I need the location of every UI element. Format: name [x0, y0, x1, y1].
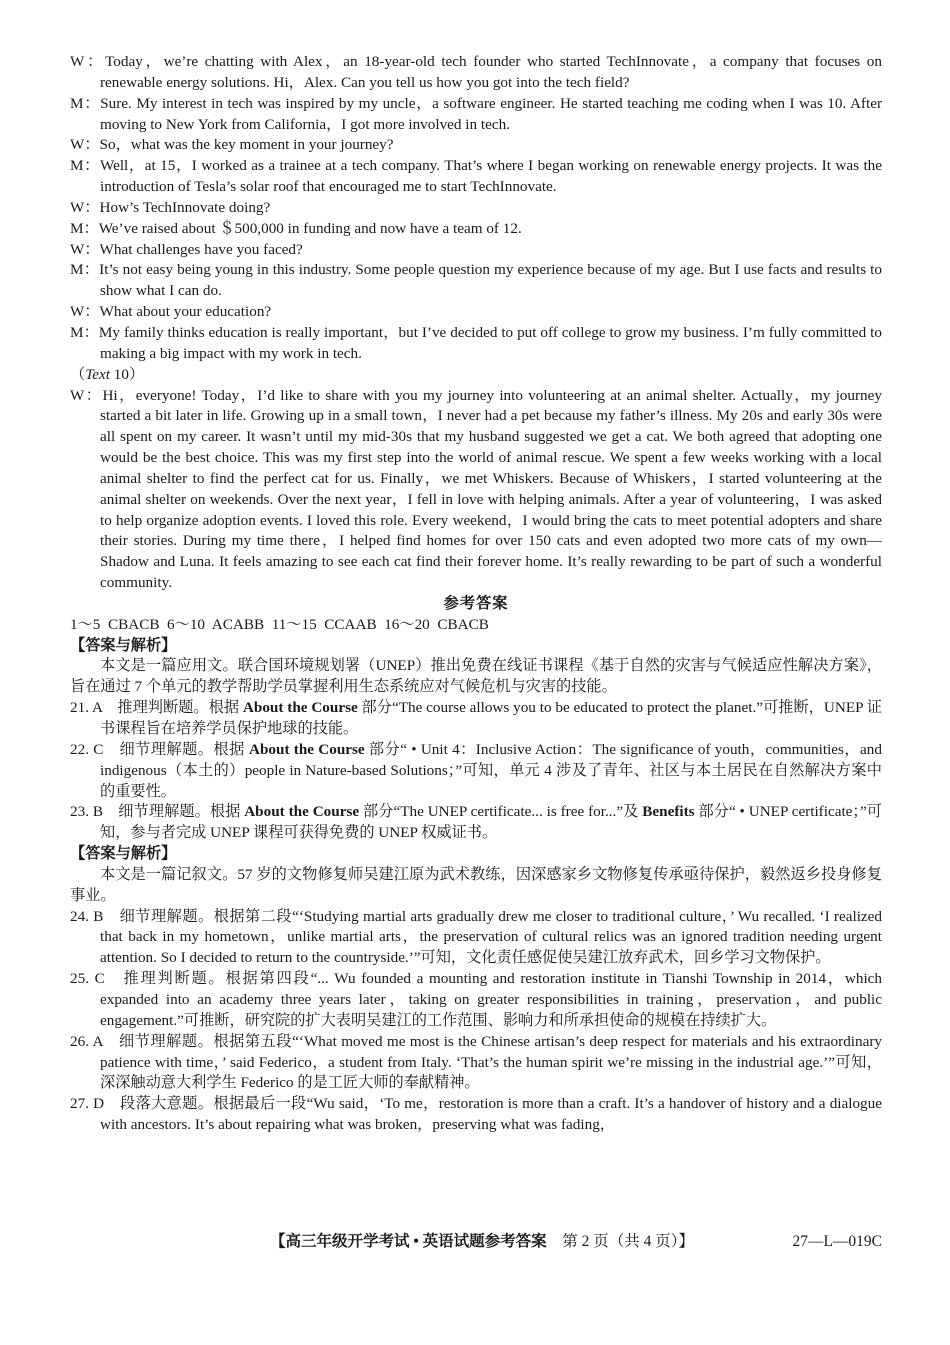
analysis-section-1: [70, 636, 882, 844]
answer-title: 参考答案: [443, 594, 509, 612]
text10-monologue: W：Hi，everyone! Today，I’d like to share with you my journey into volunteering at an animal shelter. Actually，my journey started a bit later in life. Growing up in a small town，I never had a pet because my father’s illness. My 20s and early 30s were all spent on my career. It wasn’t until my mid-30s that my husband suggested we get a cat. We both agreed that adopting one would be the best choice. This was my first step into the world of animal rescue. We spent a few weeks working with a local animal shelter to find the perfect cat for us. Finally，we met Whiskers. Because of Whiskers，I started volunteering at the animal shelter on weekends. Over the next year，I fell in love with helping animals. After a year of volunteering，I was asked to help organize adoption events. I loved this role. Every weekend，I would bring the cats to meet potential adopters and share their stories. During my time there，I helped find homes for over 150 cats and even adopted two more cats of my own—Shadow and Luna. It feels amazing to see each cat find their forever home. It’s really rewarding to be part of such a wonderful community.: [70, 386, 882, 592]
dialogue-line: W：How’s TechInnovate doing?: [70, 198, 271, 216]
dialogue-line: M：It’s not easy being young in this industry. Some people question my experience because of my age. But I use facts and results to show what I can do.: [70, 261, 882, 300]
dialogue-line: M：My family thinks education is really important，but I’ve decided to put off college to grow my business. I’m fully committed to making a big impact with my work in tech.: [70, 323, 882, 362]
footer-page-number: 第 2 页（共 4 页）】: [562, 1233, 694, 1250]
dialogue-line: M：Sure. My interest in tech was inspired by my uncle，a software engineer. He started teaching me coding when I was 10. After moving to New York from California，I got more involved in tech.: [70, 94, 882, 133]
analysis-item-27: 27. D 段落大意题。根据最后一段“Wu said，‘To me，restoration is more than a craft. It’s a handover of history and a dialogue with ancestors. It’s about repairing what was broken，preserving what was fading，: [70, 1095, 882, 1134]
text10-label: （Text 10）: [70, 365, 145, 383]
dialogue-line: W：So，what was the key moment in your journey?: [70, 136, 394, 154]
analysis-item-22: 22. C 细节理解题。根据 About the Course 部分“ • Unit 4：Inclusive Action：The significance of youth，communities，and indigenous（本土的）people in Nature-based Solutions；”可知，单元 4 涉及了青年、社区与本土居民在自然解决方案中的重要性。: [70, 740, 882, 800]
analysis-heading: 【答案与解析】: [70, 636, 177, 654]
dialogue-line: W：What about your education?: [70, 303, 272, 321]
analysis-item-25: 25. C 推理判断题。根据第四段“... Wu founded a mounting and restoration institute in Tianshi Township in 2014，which expanded into an academy three years later，taking on greater responsibilities in training，preservation，and public engagement.”可推断，研究院的扩大表明吴建江的工作范围、影响力和所承担使命的规模在持续扩大。: [70, 970, 882, 1029]
dialogue-line: M：We’ve raised about ＄500,000 in funding and now have a team of 12.: [70, 219, 522, 237]
dialogue-text9: [70, 52, 882, 365]
answer-key: 1～5 CBACB 6～10 ACABB 11～15 CCAAB 16～20 CBACB: [70, 615, 489, 633]
dialogue-line: W：Today，we’re chatting with Alex，an 18-year-old tech founder who started TechInnovate，a company that focuses on renewable energy solutions. Hi，Alex. Can you tell us how you got into the tech field?: [70, 53, 882, 91]
analysis-item-23: 23. B 细节理解题。根据 About the Course 部分“The UNEP certificate... is free for...”及 Benefits 部分“ • UNEP certificate；”可知，参与者完成 UNEP 课程可获得免费的 UNEP 权威证书。: [70, 803, 882, 842]
analysis-heading: 【答案与解析】: [70, 845, 177, 863]
analysis-item-26: 26. A 细节理解题。根据第五段“‘What moved me most is the Chinese artisan’s deep respect for materials and his extraordinary patience with time，’ said Federico，a student from Italy. ‘That’s the human spirit we’re missing in the industrial age.’”可知，深深触动意大利学生 Federico 的是工匠大师的奉献精神。: [70, 1032, 882, 1092]
analysis-intro: 本文是一篇应用文。联合国环境规划署（UNEP）推出免费在线证书课程《基于自然的灾害与气候适应性解决方案》，旨在通过 7 个单元的教学帮助学员掌握利用生态系统应对气候危机与灾害的技能。: [70, 657, 882, 696]
analysis-intro: 本文是一篇记叙文。57 岁的文物修复师吴建江原为武术教练，因深感家乡文物修复传承亟待保护，毅然返乡投身修复事业。: [70, 865, 882, 904]
analysis-section-2: [70, 844, 882, 1136]
analysis-item-21: 21. A 推理判断题。根据 About the Course 部分“The course allows you to be educated to protect the planet.”可推断，UNEP 证书课程旨在培养学员保护地球的技能。: [70, 699, 882, 737]
dialogue-line: W：What challenges have you faced?: [70, 240, 303, 258]
footer-code: 27—L—019C: [792, 1233, 882, 1250]
text10-label-italic: Text: [85, 365, 110, 383]
footer-title: 【高三年级开学考试 • 英语试题参考答案 第 2 页（共 4 页）】: [270, 1233, 694, 1250]
dialogue-line: M：Well，at 15，I worked as a trainee at a tech company. That’s where I began working on renewable energy projects. It was the introduction of Tesla’s solar roof that encouraged me to start TechInnovate.: [70, 157, 882, 196]
analysis-item-24: 24. B 细节理解题。根据第二段“‘Studying martial arts gradually drew me closer to traditional culture，’ Wu recalled. ‘I realized that back in my hometown，unlike martial arts，the preservation of cultural relics was an ignored tradition needing urgent attention. So I decided to return to the countryside.’”可知，文化责任感促使吴建江放弃武术，回乡学习文物保护。: [70, 907, 882, 967]
